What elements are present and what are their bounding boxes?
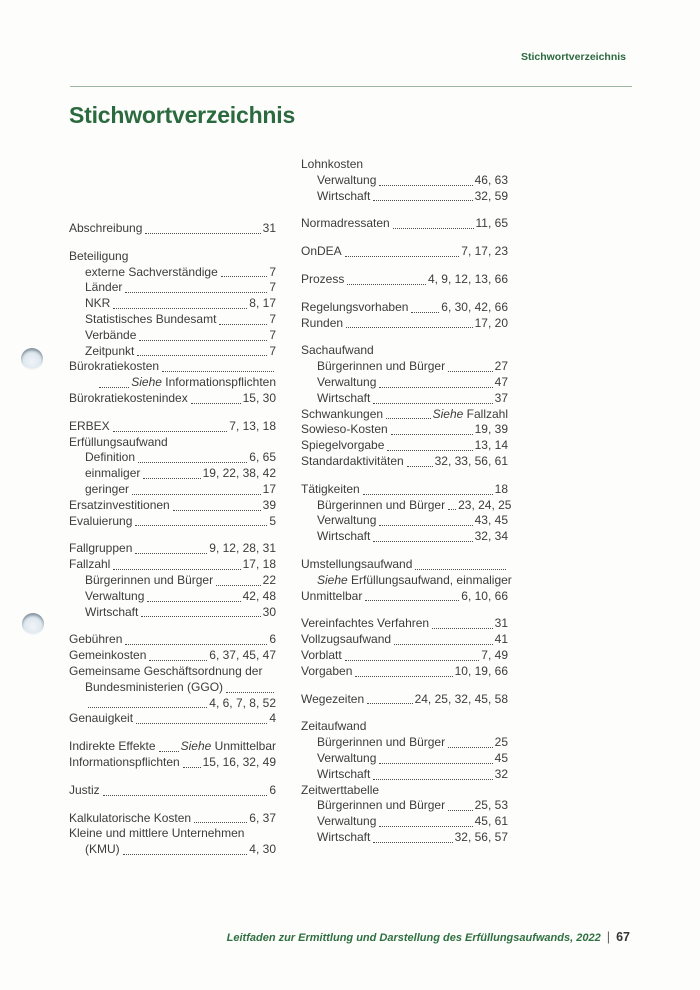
index-entry	[69, 541, 276, 557]
section-gap	[301, 707, 508, 719]
index-entry	[69, 557, 276, 573]
section-gap	[301, 680, 508, 692]
section-gap	[301, 288, 508, 300]
section-gap	[301, 604, 508, 616]
dot-leader	[448, 810, 473, 811]
entry-pages: 7, 13, 18	[229, 418, 276, 433]
dot-leader	[393, 228, 474, 229]
dot-leader	[219, 324, 267, 325]
dot-leader	[141, 616, 260, 617]
index-entry	[301, 422, 508, 438]
entry-pages: 46, 63	[474, 172, 508, 187]
index-entry	[69, 514, 276, 530]
index-entry	[301, 529, 508, 545]
entry-label: Genauigkeit	[69, 711, 134, 726]
index-entry	[301, 438, 508, 454]
index-entry	[301, 692, 508, 708]
entry-label: externe Sachverständige	[85, 264, 218, 279]
dot-leader	[113, 569, 240, 570]
dot-leader	[448, 371, 493, 372]
index-entry	[69, 783, 276, 799]
dot-leader	[387, 450, 472, 451]
entry-pages: 13, 14	[474, 438, 508, 453]
index-entry	[69, 696, 276, 712]
entry-label: Gebühren	[69, 632, 123, 647]
entry-pages: 17, 20	[474, 315, 508, 330]
index-entry	[69, 573, 276, 589]
dot-leader	[347, 284, 426, 285]
dot-leader	[373, 779, 492, 780]
index-entry	[69, 482, 276, 498]
dot-leader	[139, 340, 267, 341]
entry-label: Definition	[85, 450, 136, 465]
entry-label: Standardaktivitäten	[301, 453, 404, 468]
dot-leader	[379, 387, 492, 388]
index-entry	[301, 300, 508, 316]
index-entry	[69, 842, 276, 858]
entry-pages: 18	[494, 481, 508, 496]
entry-label: Lohnkosten	[301, 157, 364, 171]
index-entry	[301, 830, 508, 846]
entry-pages: 22	[262, 572, 276, 587]
entry-pages: 27	[494, 359, 508, 374]
page-title: Stichwortverzeichnis	[69, 102, 296, 128]
index-entry	[69, 811, 276, 827]
section-gap	[301, 232, 508, 244]
entry-pages: 32, 59	[474, 188, 508, 203]
entry-label: Sachaufwand	[301, 343, 374, 358]
dot-leader	[194, 822, 247, 823]
dot-leader	[159, 751, 179, 752]
entry-pages: 45	[494, 750, 508, 765]
entry-label: Verwaltung	[317, 172, 377, 187]
entry-label: Verwaltung	[317, 374, 377, 389]
index-entry	[69, 221, 276, 237]
dot-leader	[103, 795, 268, 796]
dot-leader	[137, 355, 267, 356]
entry-pages: 6, 37	[249, 810, 276, 825]
entry-label: Bürgerinnen und Bürger	[317, 798, 446, 813]
index-entry	[301, 375, 508, 391]
entry-pages: 4, 9, 12, 13, 66	[427, 271, 508, 286]
entry-label: Fallgruppen	[69, 541, 133, 556]
entry-pages: 7	[269, 327, 276, 342]
index-entry	[69, 328, 276, 344]
dot-leader	[147, 601, 240, 602]
section-gap	[69, 799, 276, 811]
entry-label: Bürgerinnen und Bürger	[317, 497, 446, 512]
dot-leader	[221, 276, 268, 277]
dot-leader	[145, 233, 260, 234]
index-entry	[69, 466, 276, 482]
entry-label: Prozess	[301, 271, 345, 286]
dot-leader	[99, 387, 129, 388]
entry-label: Informationspflichten	[69, 754, 180, 769]
entry-label: einmaliger	[85, 466, 141, 481]
index-entry	[69, 419, 276, 435]
entry-pages: 6	[269, 632, 276, 647]
index-entry	[301, 632, 508, 648]
entry-pages: 7, 49	[481, 647, 508, 662]
index-entry	[301, 648, 508, 664]
dot-leader	[432, 628, 493, 629]
entry-label: Unmittelbar	[301, 588, 363, 603]
entry-label: Bürgerinnen und Bürger	[85, 572, 214, 587]
entry-pages: 15, 16, 32, 49	[202, 754, 276, 769]
dot-leader	[394, 644, 493, 645]
index-entry	[301, 719, 508, 735]
index-entry	[301, 557, 508, 573]
index-entry	[301, 751, 508, 767]
dot-leader	[407, 466, 433, 467]
dot-leader	[373, 541, 472, 542]
dot-leader	[448, 747, 493, 748]
dot-leader	[373, 403, 492, 404]
entry-label: Vollzugsaufwand	[301, 632, 392, 647]
dot-leader	[135, 525, 267, 526]
page-footer	[227, 929, 630, 944]
index-entry	[69, 648, 276, 664]
entry-pages: 6, 30, 42, 66	[441, 299, 508, 314]
entry-label: Wirtschaft	[317, 529, 371, 544]
index-entry	[301, 616, 508, 632]
entry-label: Wirtschaft	[317, 188, 371, 203]
entry-pages: 30	[262, 604, 276, 619]
entry-label: Zeitpunkt	[85, 343, 135, 358]
index-entry	[301, 572, 512, 589]
dot-leader	[345, 660, 480, 661]
entry-label: Bürgerinnen und Bürger	[317, 359, 446, 374]
entry-label: Kleine und mittlere Unternehmen	[69, 826, 245, 841]
entry-label: Wirtschaft	[317, 390, 371, 405]
dot-leader	[355, 676, 452, 677]
entry-pages: 7, 17, 23	[461, 244, 508, 259]
entry-pages: 47	[494, 374, 508, 389]
index-entry	[69, 435, 276, 451]
see-reference: Siehe Fallzahl	[432, 406, 508, 421]
index-entry	[301, 482, 508, 498]
see-word: Siehe	[432, 406, 464, 421]
entry-label: Abschreibung	[69, 221, 143, 235]
index-entry	[69, 359, 276, 375]
entry-pages: 31	[494, 616, 508, 631]
section-gap	[301, 260, 508, 272]
entry-label: Umstellungsaufwand	[301, 556, 413, 571]
dot-leader	[191, 403, 241, 404]
section-gap	[69, 620, 276, 632]
entry-label: Länder	[85, 280, 123, 295]
entry-label: Verwaltung	[317, 513, 377, 528]
entry-label: Verwaltung	[317, 814, 377, 829]
index-entry	[69, 375, 276, 391]
section-gap	[69, 529, 276, 541]
index-entry	[69, 755, 276, 771]
dot-leader	[132, 494, 261, 495]
dot-leader	[88, 707, 207, 708]
dot-leader	[136, 723, 267, 724]
dot-leader	[113, 431, 228, 432]
dot-leader	[379, 185, 472, 186]
entry-label: Gemeinkosten	[69, 648, 147, 663]
index-entry	[301, 798, 508, 814]
entry-pages: 6, 65	[249, 450, 276, 465]
index-entry	[69, 826, 276, 842]
entry-pages: 4	[269, 711, 276, 726]
index-entry	[301, 157, 508, 173]
dot-leader	[448, 509, 456, 510]
entry-pages: 19, 39	[474, 422, 508, 437]
entry-pages: 4, 30	[249, 842, 276, 857]
entry-label: Verbände	[85, 327, 137, 342]
index-entry	[301, 454, 508, 470]
index-entry	[301, 497, 512, 514]
entry-label: Beteiligung	[69, 248, 129, 263]
section-gap	[301, 470, 508, 482]
footer-separator: |	[606, 929, 611, 944]
index-entry	[301, 391, 508, 407]
entry-label: Spiegelvorgabe	[301, 438, 385, 453]
index-entry	[301, 664, 508, 680]
index-entry	[69, 680, 276, 696]
index-entry	[301, 316, 508, 332]
entry-pages: 17	[262, 481, 276, 496]
section-gap	[69, 727, 276, 739]
entry-pages: 24, 25, 32, 45, 58	[414, 691, 508, 706]
entry-label: ERBEX	[69, 418, 110, 433]
index-entry	[69, 344, 276, 360]
entry-label: Vorblatt	[301, 647, 342, 662]
punch-hole-top	[21, 348, 43, 370]
dot-leader	[113, 308, 247, 309]
entry-label: Schwankungen	[301, 406, 384, 421]
dot-leader	[415, 569, 506, 570]
entry-pages: 32	[494, 766, 508, 781]
see-reference: Siehe Unmittelbar	[180, 739, 276, 754]
dot-leader	[226, 692, 274, 693]
entry-pages: 8, 17	[249, 296, 276, 311]
index-entry	[301, 189, 508, 205]
entry-label: Fallzahl	[69, 557, 111, 572]
footer-document-title: Leitfaden zur Ermittlung und Darstellung des Erfüllungsaufwands, 2022	[226, 932, 601, 944]
entry-pages: 32, 33, 56, 61	[434, 453, 508, 468]
index-entry	[69, 739, 276, 755]
index-entry	[301, 814, 508, 830]
entry-label: Justiz	[69, 782, 100, 797]
index-entry	[69, 664, 276, 680]
dot-leader	[411, 312, 439, 313]
index-column-left	[69, 221, 276, 858]
entry-label: Ersatzinvestitionen	[69, 497, 170, 512]
dot-leader	[386, 418, 431, 419]
index-entry	[69, 589, 276, 605]
index-entry	[301, 173, 508, 189]
index-entry	[69, 280, 276, 296]
dot-leader	[162, 371, 274, 372]
entry-label: Sowieso-Kosten	[301, 422, 388, 437]
dot-leader	[379, 826, 472, 827]
dot-leader	[138, 462, 247, 463]
entry-label: Wirtschaft	[85, 604, 139, 619]
index-entry	[69, 391, 276, 407]
index-column-right	[301, 157, 512, 846]
entry-label: Verwaltung	[85, 588, 145, 603]
dot-leader	[367, 703, 412, 704]
dot-leader	[379, 525, 472, 526]
index-entry	[69, 249, 276, 265]
punch-hole-bottom	[22, 613, 44, 635]
index-entry	[69, 450, 276, 466]
entry-label: Wirtschaft	[317, 766, 371, 781]
section-gap	[301, 545, 508, 557]
entry-pages: 7	[269, 264, 276, 279]
entry-pages: 39	[262, 497, 276, 512]
see-reference: Siehe Informationspflichten	[131, 375, 276, 390]
entry-label: Wirtschaft	[317, 829, 371, 844]
index-entry	[69, 632, 276, 648]
entry-label: OnDEA	[301, 244, 342, 259]
entry-pages: 10, 19, 66	[454, 663, 508, 678]
entry-pages: 17, 18	[242, 557, 276, 572]
running-header: Stichwortverzeichnis	[520, 51, 626, 63]
index-entry	[69, 498, 276, 514]
entry-label: Erfüllungsaufwand	[69, 434, 168, 449]
section-gap	[69, 771, 276, 783]
entry-pages: 25, 53	[474, 798, 508, 813]
entry-label: Bürgerinnen und Bürger	[317, 735, 446, 750]
dot-leader	[391, 434, 473, 435]
footer-page-number: 67	[616, 930, 630, 944]
dot-leader	[183, 767, 201, 768]
index-entry	[301, 359, 508, 375]
entry-label: Indirekte Effekte	[69, 739, 156, 754]
entry-pages: 32, 56, 57	[454, 829, 508, 844]
entry-label: Wegezeiten	[301, 691, 365, 706]
entry-pages: 41	[494, 632, 508, 647]
index-entry	[301, 735, 508, 751]
section-gap	[301, 204, 508, 216]
entry-label: Bundesministerien (GGO)	[85, 679, 224, 694]
dot-leader	[373, 842, 452, 843]
dot-leader	[173, 510, 261, 511]
entry-label: Tätigkeiten	[301, 481, 360, 496]
index-entry	[69, 296, 276, 312]
index-entry	[69, 265, 276, 281]
entry-pages: 25	[494, 735, 508, 750]
entry-label: Siehe Erfüllungsaufwand, einmaliger	[317, 572, 512, 587]
see-word: Siehe	[317, 572, 348, 587]
index-entry	[69, 605, 276, 621]
section-gap	[69, 407, 276, 419]
dot-leader	[143, 478, 200, 479]
dot-leader	[216, 585, 261, 586]
entry-pages: 45, 61	[474, 814, 508, 829]
entry-label: (KMU)	[85, 842, 120, 857]
entry-pages: 6, 37, 45, 47	[209, 648, 276, 663]
dot-leader	[125, 644, 267, 645]
entry-pages: 42, 48	[242, 588, 276, 603]
dot-leader	[373, 200, 472, 201]
entry-pages: 7	[269, 343, 276, 358]
entry-label: Verwaltung	[317, 750, 377, 765]
header-rule	[70, 86, 632, 87]
entry-label: Gemeinsame Geschäftsordnung der	[69, 663, 263, 678]
index-entry	[301, 767, 508, 783]
index-entry	[301, 407, 508, 423]
entry-label: geringer	[85, 481, 130, 496]
entry-pages: 31	[262, 221, 276, 235]
entry-pages: 15, 30	[242, 390, 276, 405]
dot-leader	[149, 660, 207, 661]
index-entry	[301, 343, 508, 359]
dot-leader	[125, 292, 267, 293]
entry-label: Bürokratiekostenindex	[69, 390, 188, 405]
entry-pages: 23, 24, 25	[458, 497, 512, 512]
index-entry	[301, 244, 508, 260]
entry-label: Runden	[301, 315, 344, 330]
dot-leader	[123, 854, 248, 855]
index-entry	[301, 513, 508, 529]
entry-pages: 19, 22, 38, 42	[202, 466, 276, 481]
index-entry	[301, 272, 508, 288]
dot-leader	[345, 256, 460, 257]
entry-pages: 9, 12, 28, 31	[209, 541, 276, 556]
entry-pages: 37	[494, 390, 508, 405]
entry-pages: 7	[269, 311, 276, 326]
dot-leader	[346, 327, 473, 328]
entry-label: Vorgaben	[301, 663, 353, 678]
entry-label: Statistisches Bundesamt	[85, 311, 217, 326]
entry-pages: 6, 10, 66	[461, 588, 508, 603]
see-word: Siehe	[180, 739, 212, 754]
entry-label: Regelungsvorhaben	[301, 299, 409, 314]
section-gap	[301, 331, 508, 343]
index-entry	[301, 216, 508, 232]
dot-leader	[135, 553, 207, 554]
entry-label: Bürokratiekosten	[69, 359, 160, 374]
entry-pages: 7	[269, 280, 276, 295]
entry-pages: 43, 45	[474, 513, 508, 528]
entry-label: NKR	[85, 296, 111, 311]
index-entry	[301, 783, 508, 799]
index-entry	[69, 711, 276, 727]
dot-leader	[363, 494, 493, 495]
entry-label: Kalkulatorische Kosten	[69, 810, 192, 825]
entry-pages: 11, 65	[475, 216, 508, 231]
entry-pages: 32, 34	[474, 529, 508, 544]
section-gap	[69, 237, 276, 249]
entry-pages: 4, 6, 7, 8, 52	[209, 695, 276, 710]
entry-label: Evaluierung	[69, 513, 133, 528]
dot-leader	[365, 600, 459, 601]
entry-label: Zeitwerttabelle	[301, 782, 380, 797]
index-entry	[301, 589, 508, 605]
entry-label: Normadressaten	[301, 216, 390, 231]
see-word: Siehe	[131, 375, 162, 390]
entry-label: Zeitaufwand	[301, 719, 367, 734]
entry-label: Vereinfachtes Verfahren	[301, 616, 430, 631]
entry-pages: 5	[269, 513, 276, 528]
index-entry	[69, 312, 276, 328]
dot-leader	[379, 763, 492, 764]
entry-pages: 6	[269, 782, 276, 797]
